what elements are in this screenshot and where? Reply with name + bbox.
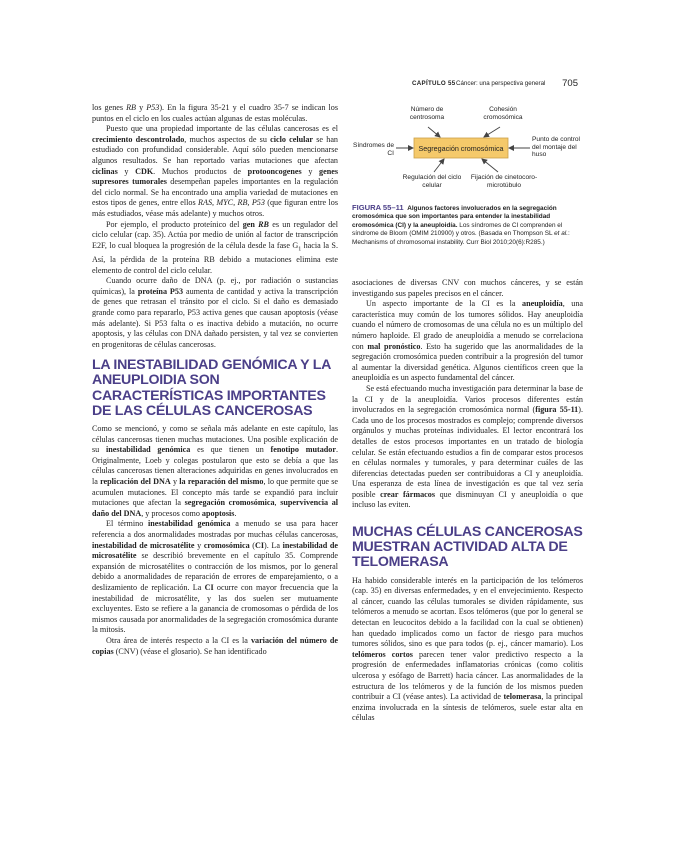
label-ci-syndromes: Síndromes de CI — [352, 142, 394, 157]
right-paragraph-3: Se está efectuando mucha investigación para determinar la base de la CI y de la aneuploidía. Varios procesos diferentes están involucrados en la segregación cromosómica normal (figura 55-11). Cada uno de los procesos mostrados es complejo; comprende diversos orgánulos y muchas proteínas individuales. El lector encontrará los detalles de estos procesos importantes en un tratado de biología celular. Se están efectuando estudios a fin de comparar estos procesos en células normales y tumorales, y para determinar cuáles de las diferencias detectadas pueden ser contribuidoras a CI y aneuploidía. Una esperanza de esta línea de investigación es que tal vez sería posible crear fármacos que disminuyan CI y aneuploidía o que incluso las eviten. — [352, 383, 583, 510]
label-spindle-assembly-checkpoint: Punto de control del montaje del huso — [532, 136, 581, 159]
caption-etal: et al. — [554, 230, 568, 238]
chromosome-segregation-label: Segregación cromosómica — [418, 144, 504, 153]
caption-tail: : Mechanisms of chromosomal instability. Curr Biol 2010;20(6):R285.) — [352, 230, 570, 246]
left-paragraph-3: Por ejemplo, el producto proteínico del gen RB es un regulador del ciclo celular (cap. 35). Actúa por medio de unión al factor de transcripción E2F, lo cual bloquea la progresión de la célula desde la fase $G_1$ hacia la S. Así, la pérdida de la proteína RB debido a mutaciones elimina este elemento de control del ciclo celular. — [92, 219, 338, 275]
left-paragraph-1: los genes RB y P53). En la figura 35-21 y el cuadro 35-7 se indican los puntos en el ciclo en los cuales actúan algunas de estas moléculas. — [92, 103, 339, 123]
right-paragraph-4: Ha habido considerable interés en la participación de los telómeros (cap. 35) en diversas enfermedades, y en el envejecimiento. Respecto al cáncer, cuando las células tumorales se dividen rápidamente, sus telómeros a menudo se acortan. Esos telómeros (que por lo general se detectan en leucocitos debido a la facilidad con la cual se obtienen) han quedado implicados como un factor de riesgo para muchos tumores sólidos, sino es que para todos (p. ej., cáncer mamario). Los telómeros cortos parecen tener valor predictivo respecto a la progresión de enfermedades inflamatorias crónicas (como colitis ulcerosa y esófago de Barrett) hacia cáncer. Las anormalidades de la estructura de los telómeros y de la función de los mismos pueden contribuir a CI (véase antes). La actividad de telomerasa, la principal enzima involucrada en la síntesis de telómeros, suele estar alta en células — [352, 575, 584, 723]
section-heading-telomerase: MUCHAS CÉLULAS CANCEROSAS MUESTRAN ACTIVIDAD ALTA DE TELOMERASA — [352, 524, 583, 571]
left-paragraph-7: Otra área de interés respecto a la CI es la variación del número de copias (CNV) (véase el glosario). Se han identificado — [92, 635, 338, 656]
header-chapter: CAPÍTULO 55 — [412, 80, 456, 87]
figure-caption — [352, 204, 584, 247]
label-cell-cycle-regulation: Regulación del ciclo celular — [402, 174, 462, 189]
page-number: 705 — [562, 78, 578, 89]
figure-55-11 — [352, 100, 586, 265]
left-column — [92, 103, 338, 657]
label-kinetochore-microtubule: Fijación de cinetocoro-microtúbulo — [470, 174, 538, 189]
caption-text: Los síndromes de CI comprenden el síndrome de Bloom (OMIM 210900) y otros. (Basada en Thompson SL — [352, 221, 563, 238]
right-column — [352, 278, 583, 724]
right-paragraph-1: asociaciones de diversas CNV con muchos cánceres, y se están investigando sus papeles precisos en el cáncer. — [352, 278, 583, 298]
arrow-centrosome-number — [428, 127, 440, 137]
left-paragraph-5: Como se mencionó, y como se señala más adelante en este capítulo, las células cancerosas tienen muchas mutaciones. Una posible explicación de su inestabilidad genómica es que tienen un fenotipo mutador. Originalmente, Loeb y colegas postularon que esto se debía a que las células cancerosas tienen alteraciones adquiridas en genes involucrados en la replicación del DNA y la reparación del mismo, lo que permite que se acumulen mutaciones. El concepto más tarde se expandió para incluir mutaciones que afectan la segregación cromosómica, supervivencia al daño del DNA, y procesos como apoptosis. — [92, 424, 339, 518]
caption-bold-text: Algunos factores involucrados en la segregación cromosómica que son importantes para entender la inestabilidad cromosómica (CI) y la aneuploidía. — [352, 205, 557, 229]
left-paragraph-6: El término inestabilidad genómica a menudo se usa para hacer referencia a dos anormalidades mostradas por muchas células cancerosas, inestabilidad de microsatélite y cromosómica (CI). La inestabilidad de microsatélite se describió brevemente en el capítulo 35. Comprende expansión de microsatélites o contracción de los mismos, por lo general debido a anormalidades de reparación de errores de emparejamiento, o a deslizamiento de replicación. La CI ocurre con mayor frecuencia que la inestabilidad de microsatélite, y las dos suelen ser mutuamente excluyentes. Esto se refiere a la ganancia de cromosomas o pérdida de los mismos causada por anormalidades de la segregación cromosómica durante la mitosis. — [92, 519, 338, 635]
header-chapter-title: Cáncer: una perspectiva general — [456, 80, 546, 87]
arrow-chromosome-cohesion — [484, 127, 500, 137]
arrow-kinetochore-attachment — [482, 159, 498, 172]
right-paragraph-2: Un aspecto importante de la CI es la aneuploidía, una característica muy común de los tumores sólidos. Hay aneuploidía cuando el número de cromosomas de una célula no es un múltiplo del número haploide. El grado de aneuploidía a menudo se correlaciona con mal pronóstico. Esto ha sugerido que las anormalidades de la segregación cromosómica pueden contribuir a la progresión del tumor al aumentar la diversidad genética. Algunos científicos creen que la aneuploidía es un aspecto fundamental del cáncer. — [352, 299, 583, 383]
left-paragraph-4: Cuando ocurre daño de DNA (p. ej., por radiación o sustancias químicas), la proteína P53 aumenta de cantidad y activa la transcripción de genes que retrasan el tránsito por el ciclo. Si el daño es demasiado grande como para repararlo, P53 activa genes que causan apoptosis (véase más adelante). Si P53 falta o es inactiva debido a mutación, no ocurre apoptosis, y las células con DNA dañado persisten, y tal vez se convierten en progenitoras de células cancerosas. — [92, 276, 339, 349]
running-header — [412, 78, 578, 90]
left-paragraph-2: Puesto que una propiedad importante de las células cancerosas es el crecimiento descontrolado, muchos aspectos de su ciclo celular se han estudiado con profundidad considerable. Aquí sólo pueden mencionarse algunos resultados. Se han reportado varias mutaciones que afectan ciclinas y CDK. Muchos productos de protooncogenes y genes supresores tumorales desempeñan papeles importantes en la regulación del ciclo normal. Se ha encontrado una amplia variedad de mutaciones en estos tipos de genes, entre ellos RAS, MYC, RB, P53 (que figuran entre los más estudiados, véase más adelante) y muchos otros. — [92, 124, 339, 218]
arrow-cell-cycle-regulation — [434, 159, 444, 172]
label-chromosome-cohesion: Cohesión cromosómica — [483, 106, 523, 121]
label-centrosome-number: Número de centrosoma — [409, 106, 445, 121]
figure-number: FIGURA 55–11 — [352, 203, 404, 212]
section-heading-genomic-instability: LA INESTABILIDAD GENÓMICA Y LA ANEUPLOIDIA SON CARACTERÍSTICAS IMPORTANTES DE LAS CÉLULAS CANCEROSAS — [92, 357, 331, 419]
